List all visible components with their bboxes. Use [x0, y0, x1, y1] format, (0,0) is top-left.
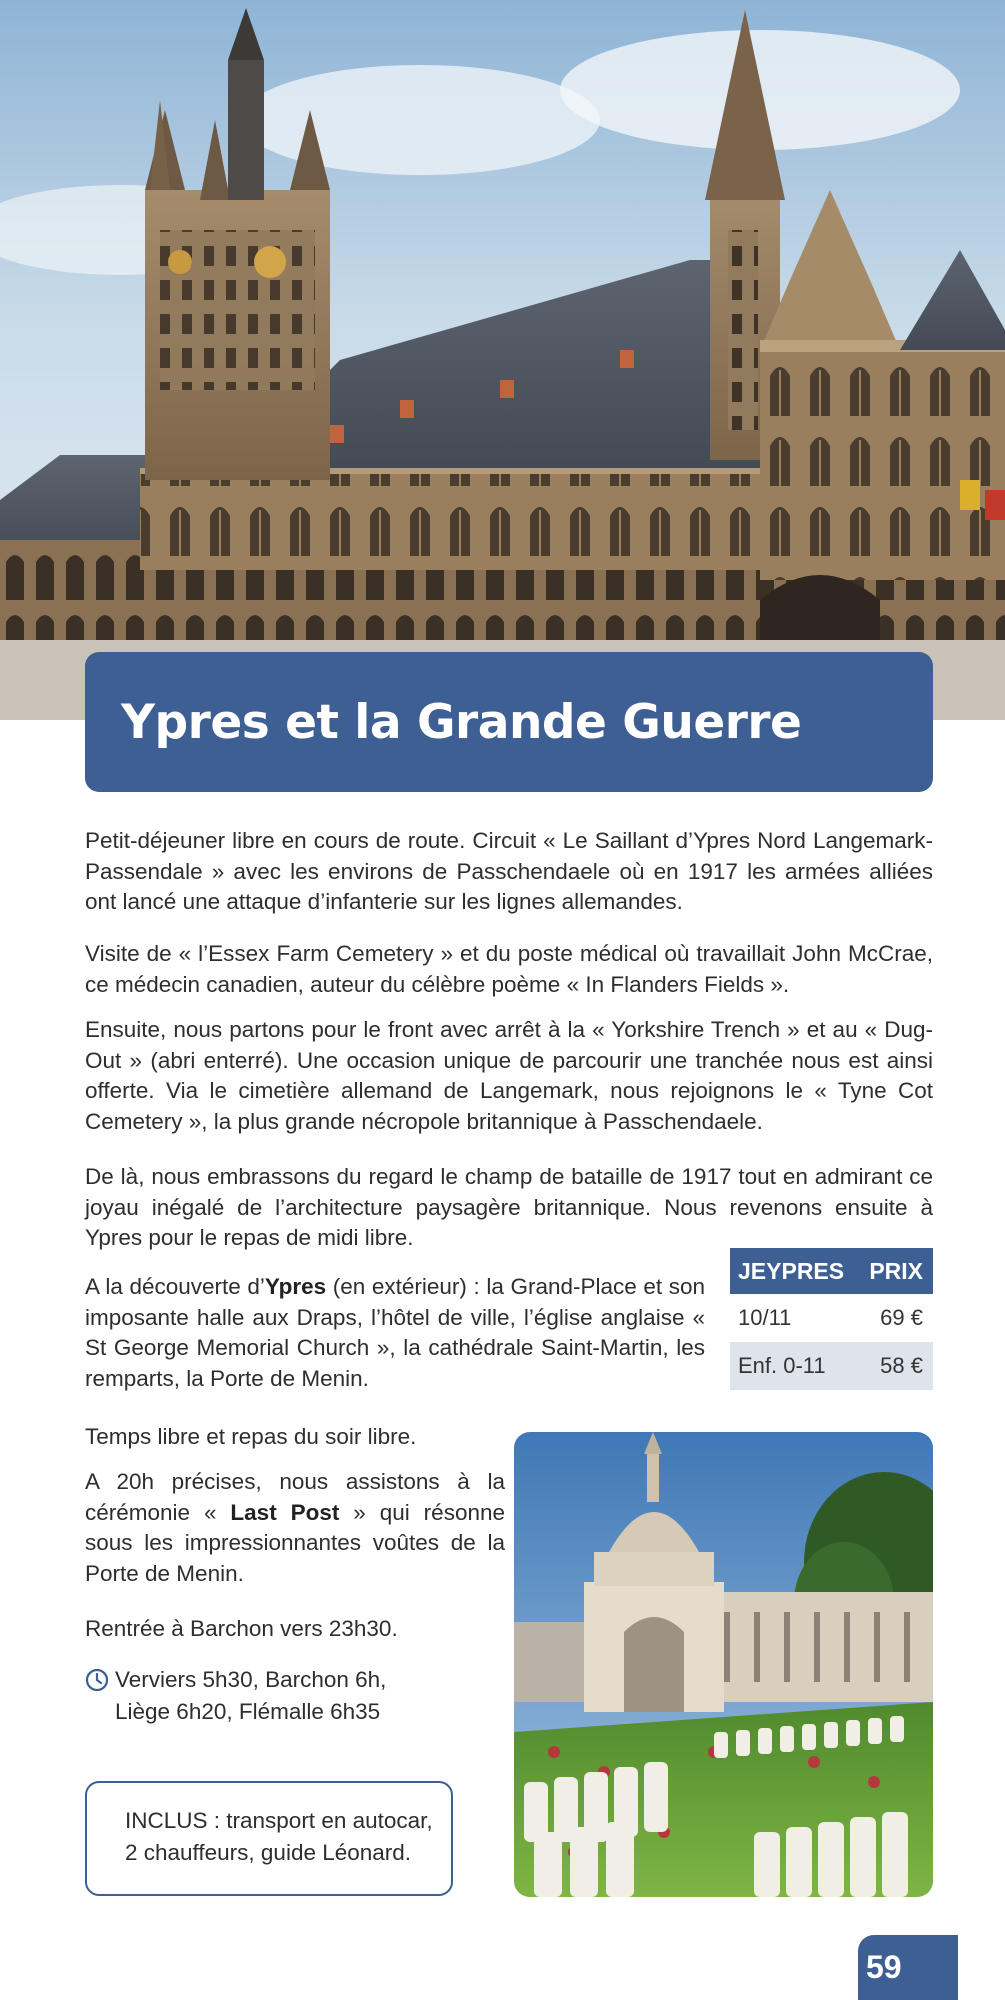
price-table-price-header: PRIX	[869, 1257, 923, 1284]
paragraph-circuit: Petit-déjeuner libre en cours de route. Circuit « Le Saillant d’Ypres Nord Langemark-Passendale » avec les environs de Passchendaele où en 1917 les armées alliées ont lancé une attaque d’infanterie sur les lignes allemandes.	[85, 828, 933, 914]
price-table-code: JEYPRES	[738, 1257, 845, 1284]
paragraph-battlefield: De là, nous embrassons du regard le champ de bataille de 1917 tout en admirant ce joyau inégalé de l’architecture paysagère britannique. Nous revenons ensuite à Ypres pour le repas de midi libre.	[85, 1164, 933, 1250]
tyne-cot-illustration	[514, 1432, 933, 1897]
paragraph-free-time: Temps libre et repas du soir libre.	[85, 1424, 417, 1449]
price-row	[730, 1294, 933, 1342]
page-title: Ypres et la Grande Guerre	[121, 694, 802, 750]
paragraph-essex-farm: Visite de « l’Essex Farm Cemetery » et du poste médical où travaillait John McCrae, ce médecin canadien, auteur du célèbre poème « In Flanders Fields ».	[85, 941, 933, 997]
price-row	[730, 1342, 933, 1390]
p7-bold-last-post: Last Post	[230, 1499, 340, 1525]
memorial-photo	[514, 1432, 933, 1897]
p7-post: » qui résonne sous les impressionnantes voûtes de la Porte de Menin.	[85, 1499, 505, 1586]
price-table-header	[730, 1248, 933, 1294]
clock-icon	[85, 1668, 109, 1692]
price-row-label: Enf. 0-11	[738, 1353, 826, 1378]
p5-post: (en extérieur) : la Grand-Place et son imposante halle aux Draps, l’hôtel de ville, l’église anglaise « St George Memorial Church », la cathédrale Saint-Martin, les remparts, la Porte de Menin.	[85, 1274, 705, 1391]
p5-bold-ypres: Ypres	[264, 1274, 327, 1299]
included-line-2: 2 chauffeurs, guide Léonard.	[125, 1840, 412, 1865]
paragraph-return: Rentrée à Barchon vers 23h30.	[85, 1616, 398, 1641]
departure-times	[85, 1664, 485, 1728]
departure-line-1: Verviers 5h30, Barchon 6h,	[115, 1667, 387, 1692]
paragraph-last-post	[85, 1467, 505, 1589]
title-banner	[85, 652, 933, 792]
p7-pre: A 20h précises, nous assistons à la cérémonie «	[85, 1469, 505, 1525]
price-row-value: 69 €	[880, 1305, 923, 1330]
included-box	[85, 1781, 453, 1896]
hero-photo	[0, 0, 1005, 720]
departure-line-2: Liège 6h20, Flémalle 6h35	[115, 1699, 381, 1724]
price-table	[730, 1248, 933, 1390]
price-row-value: 58 €	[880, 1353, 923, 1378]
paragraph-front: Ensuite, nous partons pour le front avec arrêt à la « Yorkshire Trench » et au « Dug-Out » (abri enterré). Une occasion unique de parcourir une tranchée nous est ainsi offerte. Via le cimetière allemand de Langemark, nous rejoignons le « Tyne Cot Cemetery », la plus grande nécropole britannique à Passchendaele.	[85, 1017, 933, 1134]
page-number: 59	[858, 1935, 958, 2000]
paragraph-ypres-discovery	[85, 1272, 705, 1394]
cloth-hall-illustration	[0, 0, 1005, 720]
included-line-1: INCLUS : transport en autocar,	[125, 1808, 433, 1833]
price-row-label: 10/11	[738, 1305, 792, 1330]
p5-pre: A la découverte d’	[85, 1274, 265, 1299]
